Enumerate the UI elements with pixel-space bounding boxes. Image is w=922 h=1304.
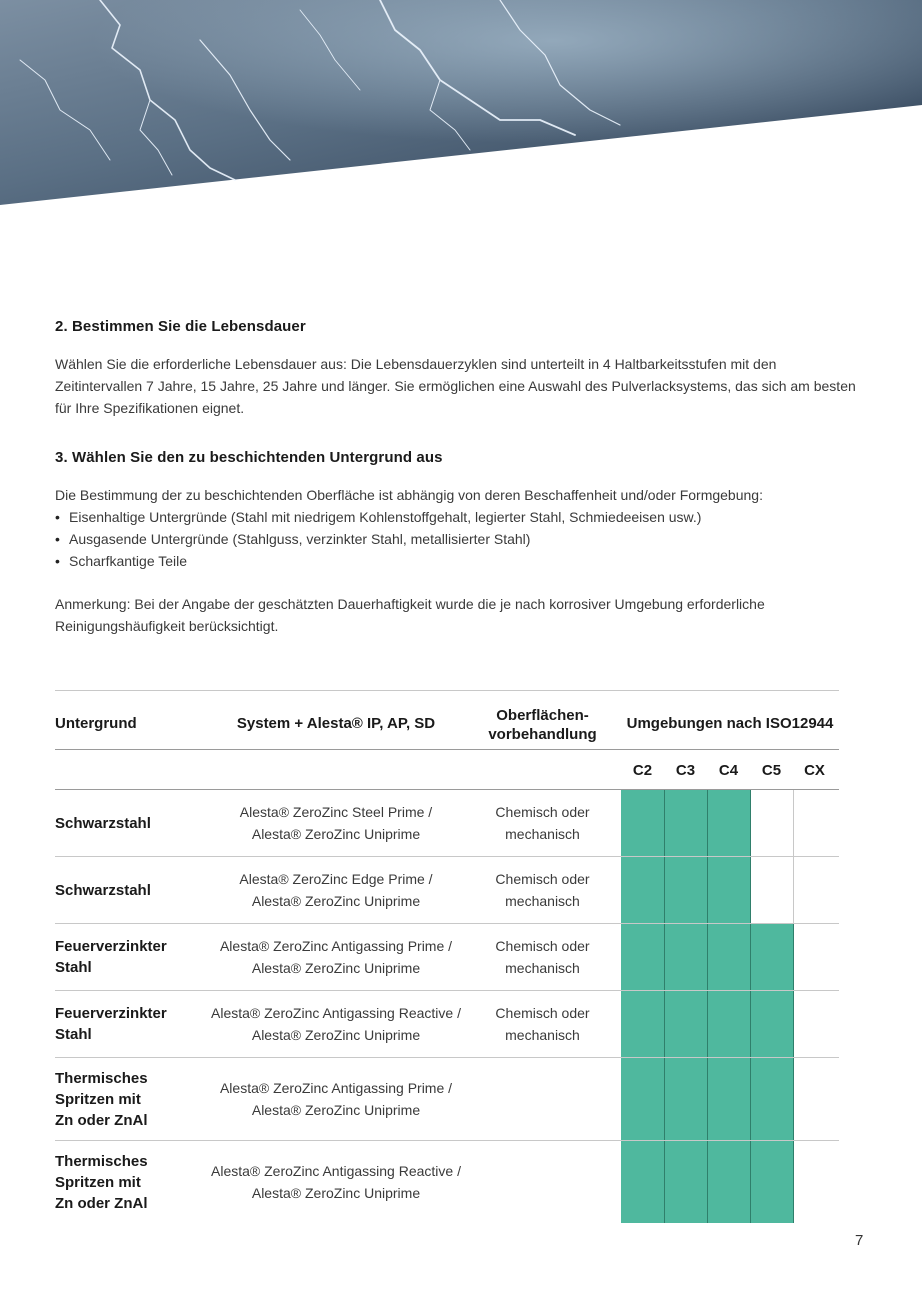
header-umgebungen: Umgebungen nach ISO12944 <box>626 715 834 732</box>
untergrund-cell-line: Spritzen mit <box>55 1091 141 1108</box>
header-vorbehandlung <box>475 706 610 744</box>
untergrund-cell <box>55 1068 205 1131</box>
list-item: • Ausgasende Untergründe (Stahlguss, verzinkter Stahl, metallisierter Stahl) <box>55 528 867 550</box>
vorbehandlung-cell-line: Chemisch oder <box>495 871 590 887</box>
env-cell-c3-suitable <box>664 857 708 923</box>
env-cell-c5-empty <box>750 857 794 923</box>
vorbehandlung-cell-line: mechanisch <box>505 826 580 842</box>
main-content <box>55 318 867 651</box>
env-cell-cx-empty <box>793 857 837 923</box>
table-row <box>55 1141 839 1223</box>
list-item: • Eisenhaltige Untergründe (Stahl mit niedrigem Kohlenstoffgehalt, legierter Stahl, Schmiedeeisen usw.) <box>55 506 867 528</box>
env-cell-cx-empty <box>793 924 837 990</box>
env-cell-c3-suitable <box>664 991 708 1057</box>
substrate-table <box>55 690 839 1223</box>
table-row <box>55 991 839 1058</box>
section-2-heading: 2. Bestimmen Sie die Lebensdauer <box>55 318 306 335</box>
env-cell-c2-suitable <box>621 857 664 923</box>
section-2-paragraph: Wählen Sie die erforderliche Lebensdauer aus: Die Lebensdauerzyklen sind unterteilt in 4 Haltbarkeitsstufen mit den Zeitintervallen 7 Jahre, 15 Jahre, 25 Jahre und länger. Sie ermöglichen eine Auswahl des Pulverlacksystems, das sich am besten für Ihre Spezifikationen eignet. <box>55 356 856 416</box>
untergrund-cell-line: Schwarzstahl <box>55 882 151 899</box>
untergrund-cell-line: Zn oder ZnAl <box>55 1112 148 1129</box>
list-item: • Scharfkantige Teile <box>55 550 867 572</box>
substrate-list <box>55 506 867 572</box>
system-cell-line: Alesta® ZeroZinc Antigassing Reactive / <box>211 1163 461 1179</box>
untergrund-cell-line: Feuerverzinkter <box>55 938 167 955</box>
vorbehandlung-cell-line: Chemisch oder <box>495 1005 590 1021</box>
table-row <box>55 857 839 924</box>
system-cell-line: Alesta® ZeroZinc Edge Prime / <box>239 871 433 887</box>
vorbehandlung-cell-line: Chemisch oder <box>495 938 590 954</box>
lightning-banner-image <box>0 0 922 210</box>
untergrund-cell-line: Thermisches <box>55 1153 148 1170</box>
env-cell-cx-empty <box>793 1058 837 1140</box>
env-cell-c4-suitable <box>707 790 751 856</box>
system-cell-line: Alesta® ZeroZinc Steel Prime / <box>239 804 433 820</box>
vorbehandlung-cell <box>475 935 610 979</box>
env-cell-cx-empty <box>793 790 837 856</box>
untergrund-cell-line: Stahl <box>55 959 92 976</box>
vorbehandlung-cell-line: Chemisch oder <box>495 804 590 820</box>
system-cell <box>195 1077 477 1121</box>
env-cell-c4-suitable <box>707 991 751 1057</box>
system-cell-line: Alesta® ZeroZinc Uniprime <box>251 893 421 909</box>
page-number: 7 <box>855 1232 864 1249</box>
env-cell-c4-suitable <box>707 1058 751 1140</box>
untergrund-cell-line: Spritzen mit <box>55 1174 141 1191</box>
untergrund-cell-line: Feuerverzinkter <box>55 1005 167 1022</box>
table-row <box>55 1058 839 1141</box>
system-cell-line: Alesta® ZeroZinc Antigassing Prime / <box>219 1080 453 1096</box>
env-cell-c4-suitable <box>707 924 751 990</box>
table-header <box>55 690 839 750</box>
section-3-heading: 3. Wählen Sie den zu beschichtenden Untergrund aus <box>55 449 443 466</box>
header-vorbehandlung-line1: Oberflächen- <box>496 707 589 724</box>
vorbehandlung-cell <box>475 868 610 912</box>
env-header-cx: CX <box>804 762 825 779</box>
header-untergrund: Untergrund <box>55 715 137 732</box>
env-cell-c5-suitable <box>750 991 794 1057</box>
vorbehandlung-cell-line: mechanisch <box>505 960 580 976</box>
system-cell-line: Alesta® ZeroZinc Uniprime <box>251 826 421 842</box>
env-cell-c2-suitable <box>621 1058 664 1140</box>
system-cell-line: Alesta® ZeroZinc Uniprime <box>251 1102 421 1118</box>
vorbehandlung-cell <box>475 801 610 845</box>
header-system: System + Alesta® IP, AP, SD <box>236 715 436 732</box>
system-cell-line: Alesta® ZeroZinc Uniprime <box>251 1185 421 1201</box>
env-cell-c2-suitable <box>621 790 664 856</box>
env-cell-c3-suitable <box>664 790 708 856</box>
untergrund-cell <box>55 1003 205 1045</box>
system-cell-line: Alesta® ZeroZinc Antigassing Prime / <box>219 938 453 954</box>
env-cell-cx-empty <box>793 1141 837 1223</box>
system-cell-line: Alesta® ZeroZinc Uniprime <box>251 1027 421 1043</box>
env-header-c3: C3 <box>675 762 696 779</box>
env-header-c5: C5 <box>761 762 782 779</box>
system-cell-line: Alesta® ZeroZinc Antigassing Reactive / <box>211 1005 461 1021</box>
system-cell <box>195 868 477 912</box>
env-cell-c5-suitable <box>750 1141 794 1223</box>
env-cell-c5-suitable <box>750 1058 794 1140</box>
env-cell-cx-empty <box>793 991 837 1057</box>
env-cell-c2-suitable <box>621 924 664 990</box>
header-vorbehandlung-line2: vorbehandlung <box>488 726 597 743</box>
system-cell <box>195 1160 477 1204</box>
table-body <box>55 790 839 1223</box>
table-row <box>55 924 839 991</box>
section-3-note: Anmerkung: Bei der Angabe der geschätzten Dauerhaftigkeit wurde die je nach korrosiver Umgebung erforderliche Reinigungshäufigkeit berücksichtigt. <box>55 596 765 634</box>
env-cell-c2-suitable <box>621 991 664 1057</box>
system-cell-line: Alesta® ZeroZinc Uniprime <box>251 960 421 976</box>
untergrund-cell-line: Zn oder ZnAl <box>55 1195 148 1212</box>
env-cell-c5-suitable <box>750 924 794 990</box>
vorbehandlung-cell <box>475 1002 610 1046</box>
env-header-c2: C2 <box>632 762 653 779</box>
untergrund-cell-line: Thermisches <box>55 1070 148 1087</box>
table-row <box>55 790 839 857</box>
section-3-intro: Die Bestimmung der zu beschichtenden Oberfläche ist abhängig von deren Beschaffenheit und/oder Formgebung: <box>55 487 763 503</box>
vorbehandlung-cell-line: mechanisch <box>505 893 580 909</box>
env-cell-c5-empty <box>750 790 794 856</box>
system-cell <box>195 1002 477 1046</box>
untergrund-cell <box>55 936 205 978</box>
untergrund-cell <box>55 880 205 901</box>
untergrund-cell <box>55 1151 205 1214</box>
env-cell-c3-suitable <box>664 924 708 990</box>
untergrund-cell-line: Schwarzstahl <box>55 815 151 832</box>
env-cell-c4-suitable <box>707 1141 751 1223</box>
system-cell <box>195 935 477 979</box>
system-cell <box>195 801 477 845</box>
vorbehandlung-cell-line: mechanisch <box>505 1027 580 1043</box>
environment-header-row <box>55 750 839 790</box>
untergrund-cell-line: Stahl <box>55 1026 92 1043</box>
untergrund-cell <box>55 813 205 834</box>
env-cell-c3-suitable <box>664 1058 708 1140</box>
env-header-c4: C4 <box>718 762 739 779</box>
env-cell-c2-suitable <box>621 1141 664 1223</box>
env-cell-c4-suitable <box>707 857 751 923</box>
env-cell-c3-suitable <box>664 1141 708 1223</box>
